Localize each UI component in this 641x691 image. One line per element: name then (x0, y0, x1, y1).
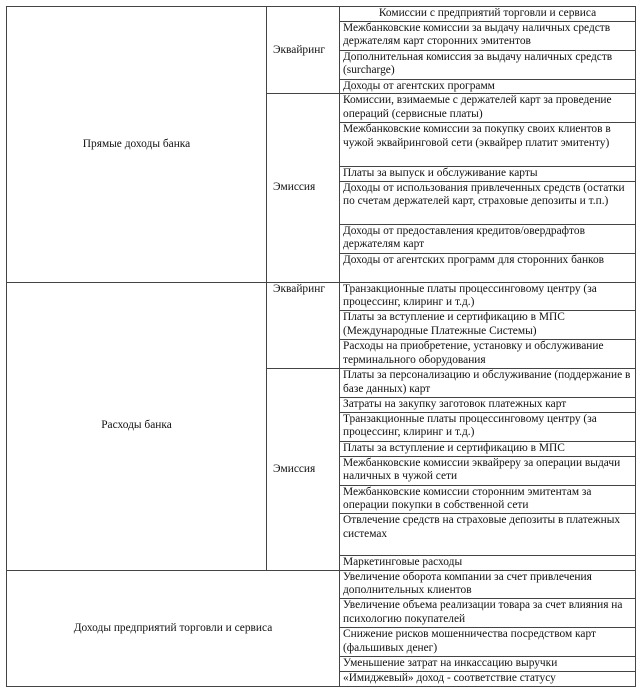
table-cell: Межбанковские комиссии сторонним эмитентам за операции покупки в собственной сети (340, 485, 636, 514)
table-cell: Платы за выпуск и обслуживание карты (340, 166, 636, 181)
table-cell: Межбанковские комиссии за выдачу наличных средств держателям карт сторонних эмитентов (340, 21, 636, 50)
group-merchant-income: Доходы предприятий торговли и сервиса (7, 570, 340, 686)
table-cell: Маркетинговые расходы (340, 555, 636, 570)
revenue-expense-table (6, 6, 636, 687)
subgroup-acquiring: Эквайринг (267, 282, 340, 369)
subgroup-issuing: Эмиссия (267, 94, 340, 282)
subgroup-acquiring: Эквайринг (267, 7, 340, 94)
table-cell: Отвлечение средств на страховые депозиты в платежных системах (340, 514, 636, 555)
table-cell: Платы за вступление и сертификацию в МПС (340, 441, 636, 456)
table-cell: Комиссии с предприятий торговли и сервиса (340, 7, 636, 22)
group-bank-expenses: Расходы банка (7, 282, 267, 570)
group-direct-income: Прямые доходы банка (7, 7, 267, 283)
table-cell: Доходы от использования привлеченных средств (остатки по счетам держателей карт, страховые депозиты и т.п.) (340, 181, 636, 224)
table-cell: Комиссии, взимаемые с держателей карт за проведение операций (сервисные платы) (340, 94, 636, 123)
table-cell: Доходы от агентских программ для сторонних банков (340, 253, 636, 282)
table-cell: Межбанковские комиссии за покупку своих клиентов в чужой эквайринговой сети (эквайрер платит эмитенту) (340, 123, 636, 166)
table-cell: Снижение рисков мошенничества посредством карт (фальшивых денег) (340, 628, 636, 657)
subgroup-issuing: Эмиссия (267, 369, 340, 570)
table-cell: Платы за персонализацию и обслуживание (поддержание в базе данных) карт (340, 369, 636, 398)
table-cell: Затраты на закупку заготовок платежных карт (340, 398, 636, 413)
table-cell: Межбанковские комиссии эквайреру за операции выдачи наличных в чужой сети (340, 456, 636, 485)
table-cell: Транзакционные платы процессинговому центру (за процессинг, клиринг и т.д.) (340, 282, 636, 311)
table-cell: Расходы на приобретение, установку и обслуживание терминального оборудования (340, 340, 636, 369)
table-cell: Транзакционные платы процессинговому центру (за процессинг, клиринг и т.д.) (340, 412, 636, 441)
table-cell: Увеличение объема реализации товара за счет влияния на психологию покупателей (340, 599, 636, 628)
table-cell: Дополнительная комиссия за выдачу наличных средств (surcharge) (340, 50, 636, 79)
table-cell: Уменьшение затрат на инкассацию выручки (340, 657, 636, 672)
table-cell: «Имиджевый» доход - соответствие статусу (340, 672, 636, 687)
table-cell: Увеличение оборота компании за счет привлечения дополнительных клиентов (340, 570, 636, 599)
table-cell: Доходы от предоставления кредитов/овердрафтов держателям карт (340, 224, 636, 253)
table-cell: Доходы от агентских программ (340, 79, 636, 94)
table-cell: Платы за вступление и сертификацию в МПС (Международные Платежные Системы) (340, 311, 636, 340)
